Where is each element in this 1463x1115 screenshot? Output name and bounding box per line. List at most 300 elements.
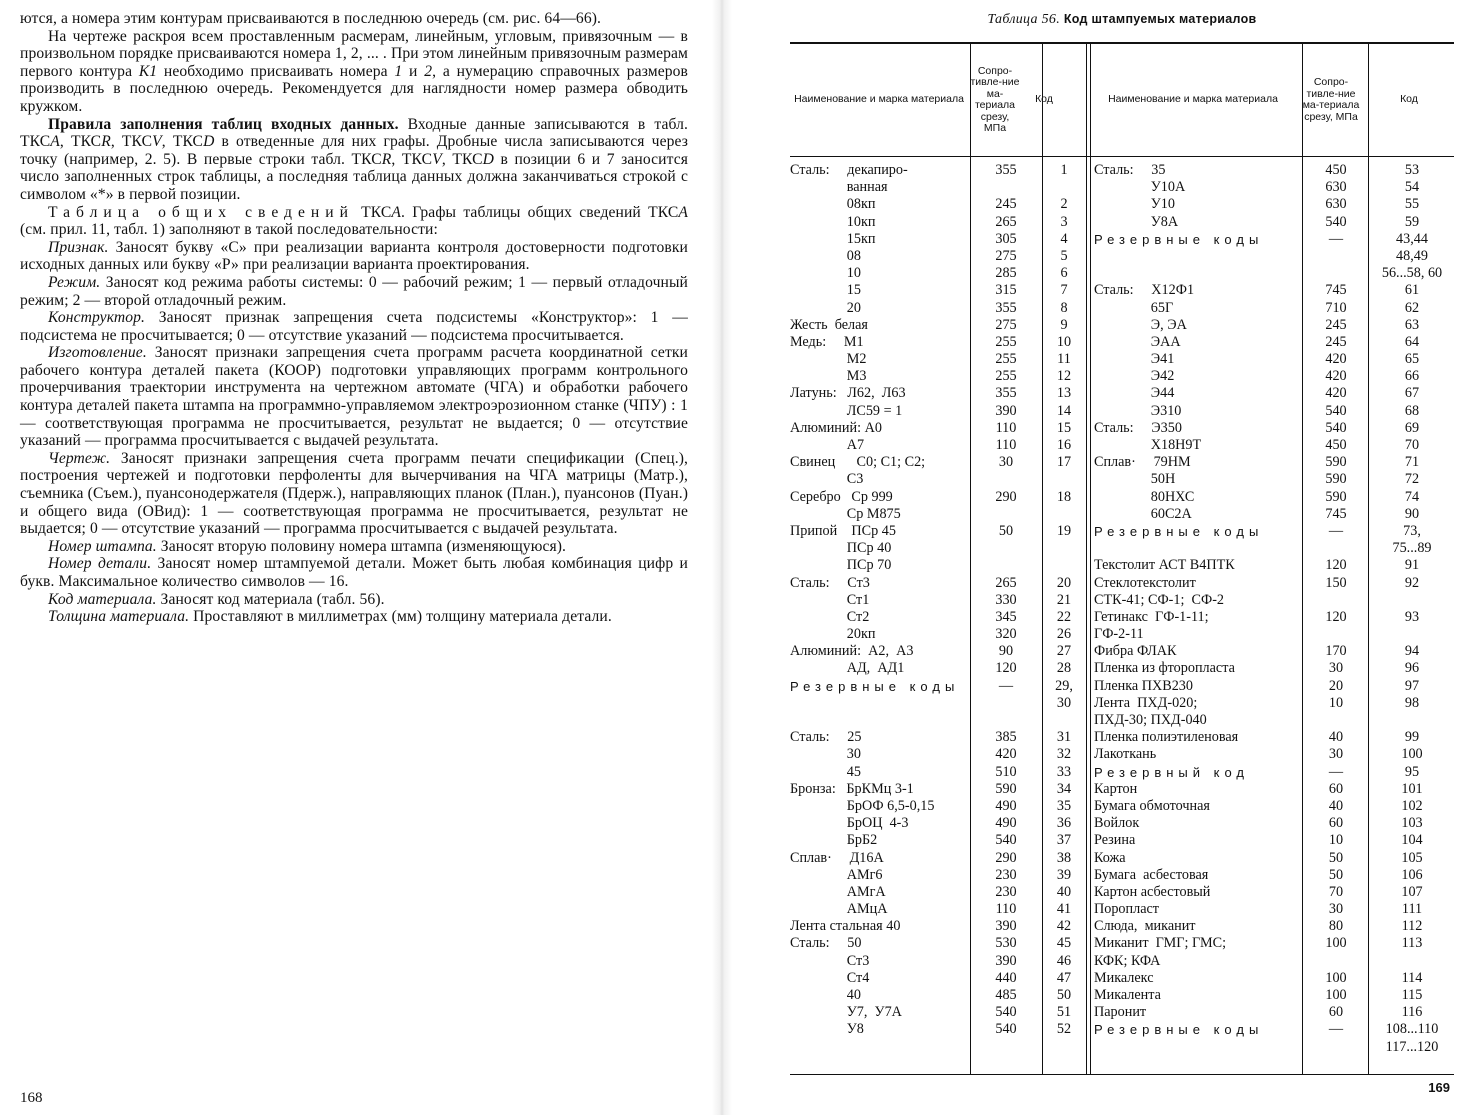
material-name: У8 [790, 1021, 864, 1038]
table-row [1094, 265, 1454, 282]
resistance-value: 485 [995, 987, 1017, 1003]
material-name: 08кп [790, 196, 876, 213]
paragraph: Режим. Заносят код режима работы системы: 0 — рабочий режим; 1 — первый отладочный режим; 2 — второй отладочный режим. [20, 273, 688, 309]
table-row [790, 643, 1086, 660]
material-code: 42 [1056, 918, 1072, 935]
resistance-value: 20 [1328, 677, 1344, 694]
table-row [1094, 764, 1454, 781]
resistance-value: 490 [995, 815, 1017, 832]
table-row [1094, 1004, 1454, 1021]
table-row [790, 179, 1086, 196]
paragraph: Правила заполнения таблиц входных данных. Входные данные записываются в табл. ТКСA, ТКСR, ТКСV, ТКСD в отведенные для них графы. Дробные числа записываются через точку (например, 2. 5). В первые строки табл. ТКСR, ТКСV, ТКСD в позиции 6 и 7 заносится число заполненных строк таблицы, а последняя таблица данных должна заканчиваться строкой с символом «*» в первой позиции. [20, 115, 689, 203]
table-row [790, 592, 1086, 609]
material-code: 105 [1401, 849, 1423, 866]
table-row [790, 987, 1086, 1004]
table-row [1094, 815, 1454, 832]
resistance-value: 420 [1325, 351, 1347, 368]
material-name: Резервные коды [1094, 523, 1264, 539]
table-row [1094, 403, 1454, 420]
spaced-heading: Таблица общих сведений [48, 203, 354, 221]
resistance-value: 450 [1325, 162, 1347, 178]
right-page [790, 8, 1454, 1108]
resistance-value: 745 [1325, 282, 1347, 299]
material-name: КФК; КФА [1094, 952, 1161, 969]
material-name: Лента ПХД-020; [1094, 694, 1198, 711]
material-code: 5 [1060, 247, 1068, 264]
resistance-value: — [1328, 230, 1344, 247]
table-row [790, 231, 1086, 248]
resistance-value: 30 [1328, 660, 1344, 677]
table-row [790, 489, 1086, 506]
table-row [790, 695, 1086, 712]
table-row [1094, 471, 1454, 488]
resistance-value: 540 [1325, 213, 1347, 230]
table-row [1094, 643, 1454, 660]
material-name: 30 [790, 746, 861, 763]
material-code: 32 [1056, 746, 1072, 763]
material-code: 101 [1401, 780, 1423, 797]
material-name: Пленка ПХВ230 [1094, 677, 1193, 694]
material-name: Жесть белая [790, 316, 868, 333]
resistance-value: 345 [995, 608, 1017, 625]
resistance-value: 390 [995, 952, 1017, 969]
table-row [1094, 970, 1454, 987]
table-row [1094, 317, 1454, 334]
material-code: 45 [1056, 935, 1072, 952]
material-code: 36 [1056, 815, 1072, 832]
resistance-value: 100 [1325, 987, 1347, 1003]
material-name: У7, У7А [790, 1004, 902, 1021]
material-code: 95 [1404, 763, 1420, 780]
resistance-value: 60 [1328, 815, 1344, 832]
material-name: БрОЦ 4-3 [790, 815, 909, 832]
table-row [790, 248, 1086, 265]
header-resistance: Сопро-тивле-ние ма-териала срезу, МПа [970, 64, 1020, 134]
resistance-value: 745 [1325, 505, 1347, 522]
table-row [1094, 678, 1454, 695]
resistance-value: 50 [1328, 866, 1344, 883]
material-code: 56...58, 60 [1381, 265, 1443, 282]
resistance-value: 150 [1325, 574, 1347, 591]
material-name: Сталь: 25 [790, 729, 862, 746]
material-code: 73, [1403, 522, 1421, 539]
resistance-value: 265 [995, 213, 1017, 230]
resistance-value: 70 [1328, 883, 1344, 900]
material-code: 103 [1401, 815, 1423, 832]
material-code: 112 [1401, 918, 1423, 935]
table-row [790, 867, 1086, 884]
material-code: 43,44 [1396, 230, 1428, 247]
material-name: Э, ЭА [1094, 316, 1187, 333]
table-row [790, 162, 1086, 179]
resistance-value: — [1328, 522, 1344, 539]
table-row [790, 660, 1086, 677]
resistance-value: 630 [1325, 196, 1347, 213]
material-name: А7 [790, 437, 865, 453]
table-row [1094, 368, 1454, 385]
material-name: Лакоткань [1094, 746, 1157, 763]
material-code: 116 [1401, 1004, 1423, 1021]
table-row [1094, 248, 1454, 265]
material-name: Фибра ФЛАК [1094, 643, 1177, 660]
paragraph: ются, а номера этим контурам присваиваются в последнюю очередь (см. рис. 64—66). [20, 10, 602, 27]
material-name: Ср М875 [790, 505, 901, 522]
material-code: 48,49 [1396, 247, 1428, 264]
resistance-value: 100 [1325, 969, 1347, 986]
table-row [790, 764, 1086, 781]
table-row [790, 351, 1086, 368]
material-code: 75...89 [1392, 540, 1432, 557]
material-code: 51 [1056, 1004, 1072, 1021]
table-row [1094, 1021, 1454, 1038]
material-name: Э42 [1094, 368, 1175, 385]
table-row [790, 575, 1086, 592]
material-code: 70 [1404, 437, 1420, 453]
material-code: 12 [1056, 368, 1072, 385]
table-row [790, 506, 1086, 523]
page-number: 169 [1428, 1080, 1450, 1095]
material-name: Припой ПСр 45 [790, 522, 896, 539]
table-row [1094, 626, 1454, 643]
resistance-value: 590 [1325, 488, 1347, 505]
resistance-value: 305 [995, 230, 1017, 247]
table-row [790, 729, 1086, 746]
table-row [1094, 506, 1454, 523]
material-code: 29, [1055, 677, 1073, 694]
paragraph: Номер детали. Заносят номер штампуемой детали. Может быть любая комбинация цифр и букв. Максимальное количество символов — 16. [20, 555, 688, 590]
material-code: 30 [1056, 694, 1072, 711]
material-name: БрОФ 6,5-0,15 [790, 797, 935, 814]
paragraph: Чертеж. Заносят признаки запрещения счета программ печати спецификации (Спец.), построения чертежей и подготовки перфоленты для вычерчивания на ЧГА матрицы (Матр.), съемника (Съем.), пуансонодержателя (Пдерж.), направляющих планок (План.), пуансонов (Пуан.) и общего вида (ОВид): 1 — соответствующая программа не просчитывается, результат не выдается; 0 — отсутствие указаний — программа просчитывается с выдачей результата. [20, 449, 688, 538]
material-code: 19 [1056, 522, 1072, 539]
material-code: 108...110 [1385, 1021, 1439, 1038]
resistance-value: — [998, 677, 1014, 694]
material-name: БрБ2 [790, 832, 878, 849]
resistance-value: 255 [995, 368, 1017, 385]
material-name: ЭАА [1094, 333, 1181, 350]
material-code: 117...120 [1385, 1038, 1439, 1055]
material-name: 50Н [1094, 471, 1176, 488]
material-name: У8А [1094, 213, 1179, 230]
table-row [790, 850, 1086, 867]
material-name: Слюда, миканит [1094, 918, 1196, 935]
material-name: Сталь: Х12Ф1 [1094, 282, 1195, 299]
table-row [1094, 609, 1454, 626]
material-name: Стеклотекстолит [1094, 574, 1196, 591]
resistance-value: 290 [995, 488, 1017, 505]
material-code: 63 [1404, 316, 1420, 333]
material-name: Сталь: 50 [790, 935, 862, 952]
resistance-value: 170 [1325, 643, 1347, 660]
table-row [790, 746, 1086, 763]
table-row [1094, 454, 1454, 471]
material-code: 99 [1404, 729, 1420, 746]
table-row [1094, 953, 1454, 970]
material-code: 113 [1401, 935, 1423, 952]
material-code: 47 [1056, 969, 1072, 986]
material-name: Поропласт [1094, 901, 1159, 918]
material-code: 18 [1056, 488, 1072, 505]
material-code: 1 [1060, 162, 1068, 178]
material-code: 64 [1404, 333, 1420, 350]
material-name: Миканит ГМГ; ГМС; [1094, 935, 1227, 952]
material-name: 80НХС [1094, 488, 1195, 505]
table-row [1094, 351, 1454, 368]
resistance-value: 450 [1325, 437, 1347, 453]
table-row [1094, 884, 1454, 901]
material-name: Ст2 [790, 608, 870, 625]
material-code: 40 [1056, 883, 1072, 900]
resistance-value: 265 [995, 574, 1017, 591]
material-code: 100 [1401, 746, 1423, 763]
material-name: Алюминий: А0 [790, 419, 882, 436]
material-name: 45 [790, 763, 861, 780]
table-row [790, 953, 1086, 970]
material-name: ЛС59 = 1 [790, 402, 903, 419]
material-name: М2 [790, 351, 867, 368]
material-name: 40 [790, 987, 861, 1003]
resistance-value: 40 [1328, 729, 1344, 746]
table-row [790, 265, 1086, 282]
table-row [1094, 987, 1454, 1004]
resistance-value: 80 [1328, 918, 1344, 935]
table-row [790, 214, 1086, 231]
resistance-value: 290 [995, 849, 1017, 866]
material-code: 31 [1056, 729, 1072, 746]
header-code-2: Код [1400, 93, 1418, 106]
material-name: Сталь: Ст3 [790, 574, 870, 591]
material-name: СТК-41; СФ-1; СФ-2 [1094, 591, 1225, 608]
table-row [1094, 575, 1454, 592]
header-resistance-2: Сопро-тивле-ние ма-териала срезу, МПа [1302, 76, 1360, 123]
material-code: 66 [1404, 368, 1420, 385]
material-name: Э310 [1094, 402, 1182, 419]
material-code: 52 [1056, 1021, 1072, 1038]
resistance-value: 320 [995, 626, 1017, 643]
material-name: Гетинакс ГФ-1-11; [1094, 608, 1209, 625]
resistance-value: 390 [995, 918, 1017, 935]
resistance-value: 440 [995, 969, 1017, 986]
table-row [790, 970, 1086, 987]
material-name: Э44 [1094, 385, 1175, 402]
material-code: 39 [1056, 866, 1072, 883]
material-code: 54 [1404, 179, 1420, 196]
material-code: 55 [1404, 196, 1420, 213]
resistance-value: 540 [995, 832, 1017, 849]
material-code: 96 [1404, 660, 1420, 677]
table-row [1094, 850, 1454, 867]
resistance-value: 590 [995, 780, 1017, 797]
page-number: 168 [20, 1090, 43, 1106]
table-row [1094, 660, 1454, 677]
material-name: Медь: М1 [790, 333, 864, 350]
material-name: АМг6 [790, 866, 883, 883]
table-row [790, 540, 1086, 557]
table-row [790, 334, 1086, 351]
table-row [1094, 729, 1454, 746]
table-row [790, 609, 1086, 626]
material-name: 20кп [790, 626, 876, 643]
material-name: Бронза: БрКМц 3-1 [790, 780, 914, 797]
resistance-value: 230 [995, 883, 1017, 900]
material-code: 37 [1056, 832, 1072, 849]
paragraph: Таблица общих сведений ТКСA. Графы таблицы общих сведений ТКСA (см. прил. 11, табл. 1) заполняют в такой последовательности: [20, 203, 688, 239]
resistance-value: 255 [995, 351, 1017, 368]
table-row [790, 712, 1086, 729]
material-code: 17 [1056, 454, 1072, 471]
material-code: 50 [1056, 987, 1072, 1003]
table-row [1094, 162, 1454, 179]
table-row [1094, 781, 1454, 798]
table-row [790, 815, 1086, 832]
material-name: 60С2А [1094, 505, 1192, 522]
material-code: 72 [1404, 471, 1420, 488]
resistance-value: — [1328, 763, 1344, 780]
resistance-value: 540 [1325, 402, 1347, 419]
table-row [790, 454, 1086, 471]
material-code: 2 [1060, 196, 1068, 213]
material-code: 28 [1056, 660, 1072, 677]
material-code: 111 [1401, 901, 1423, 918]
table-row [790, 317, 1086, 334]
material-name: ванная [790, 179, 888, 196]
material-code: 35 [1056, 797, 1072, 814]
table-body [790, 162, 1454, 1074]
table-row [1094, 420, 1454, 437]
material-name: Пленка из фторопласта [1094, 660, 1235, 677]
material-name: У10 [1094, 196, 1175, 213]
material-name: Резервный код [1094, 764, 1249, 780]
resistance-value: 490 [995, 797, 1017, 814]
material-name: Войлок [1094, 815, 1140, 832]
resistance-value: 50 [998, 522, 1014, 539]
table-row [790, 935, 1086, 952]
resistance-value: 245 [1325, 333, 1347, 350]
resistance-value: 390 [995, 402, 1017, 419]
material-name: ГФ-2-11 [1094, 626, 1144, 643]
resistance-value: — [1328, 1021, 1344, 1038]
resistance-value: 385 [995, 729, 1017, 746]
table-row [1094, 385, 1454, 402]
table-row [1094, 712, 1454, 729]
paragraph: Код материала. Заносят код материала (табл. 56). [48, 590, 385, 608]
material-name: Лента стальная 40 [790, 918, 901, 935]
material-name: ПСр 70 [790, 557, 892, 574]
material-name: Х18Н9Т [1094, 437, 1202, 453]
paragraph: Изготовление. Заносят признаки запрещения счета программ расчета координатной сетки рабочего контура деталей пакета (КООР) подготовки управляющих программ контрольного прочерчивания траектории инструмента на чертежном автомате (ЧГА) и обработки рабочего контура деталей пакета штампа на программно-управляемом электроэрозионном станке (ЧПУ) : 1 — соответствующая программа не просчитывается, результат не выдается; 0 — отсутствие указаний — программа просчитывается с выдачей результата. [20, 344, 688, 450]
resistance-value: 275 [995, 316, 1017, 333]
resistance-value: 255 [995, 333, 1017, 350]
material-name: У10А [1094, 179, 1186, 196]
material-code: 27 [1056, 643, 1072, 660]
table-row [790, 300, 1086, 317]
resistance-value: 315 [995, 282, 1017, 299]
resistance-value: 230 [995, 866, 1017, 883]
material-name: Микалекс [1094, 969, 1154, 986]
material-name: 20 [790, 299, 861, 316]
material-name: Кожа [1094, 849, 1126, 866]
material-code: 33 [1056, 763, 1072, 780]
material-name: Сталь: декапиро- [790, 162, 908, 178]
material-code: 65 [1404, 351, 1420, 368]
material-code: 16 [1056, 437, 1072, 453]
left-page [20, 10, 688, 1110]
material-name: Сталь: 35 [1094, 162, 1166, 178]
material-name: Резервные коды [790, 678, 960, 694]
material-code: 94 [1404, 643, 1420, 660]
resistance-value: 110 [995, 901, 1017, 918]
table-row [1094, 592, 1454, 609]
resistance-value: 630 [1325, 179, 1347, 196]
table-row [790, 523, 1086, 540]
material-code: 34 [1056, 780, 1072, 797]
material-code: 102 [1401, 797, 1423, 814]
resistance-value: 540 [995, 1004, 1017, 1021]
resistance-value: 540 [1325, 419, 1347, 436]
material-code: 71 [1404, 454, 1420, 471]
resistance-value: 420 [995, 746, 1017, 763]
material-code: 15 [1056, 419, 1072, 436]
material-name: Алюминий: А2, А3 [790, 643, 914, 660]
table-row [790, 884, 1086, 901]
table-row [790, 918, 1086, 935]
material-name: Картон [1094, 780, 1138, 797]
material-code: 97 [1404, 677, 1420, 694]
material-name: 08 [790, 247, 861, 264]
material-code: 22 [1056, 608, 1072, 625]
material-code: 14 [1056, 402, 1072, 419]
material-name: Свинец С0; С1; С2; [790, 454, 926, 471]
material-code: 114 [1401, 969, 1423, 986]
table-row [1094, 867, 1454, 884]
resistance-value: 710 [1325, 299, 1347, 316]
material-name: Сплав· Д16А [790, 849, 884, 866]
table-row [790, 437, 1086, 454]
table-row [1094, 334, 1454, 351]
table-row [1094, 695, 1454, 712]
resistance-value: 120 [1325, 557, 1347, 574]
table-row [1094, 935, 1454, 952]
table-row [1094, 557, 1454, 574]
table-row [790, 781, 1086, 798]
resistance-value: 10 [1328, 694, 1344, 711]
table-row [1094, 282, 1454, 299]
resistance-value: 10 [1328, 832, 1344, 849]
material-code: 115 [1401, 987, 1423, 1003]
table-row [1094, 214, 1454, 231]
material-code: 62 [1404, 299, 1420, 316]
material-name: Латунь: Л62, Л63 [790, 385, 906, 402]
resistance-value: 590 [1325, 454, 1347, 471]
resistance-value: 30 [998, 454, 1014, 471]
material-code: 107 [1401, 883, 1423, 900]
table-row [790, 471, 1086, 488]
paragraph: Конструктор. Заносят признак запрещения счета подсистемы «Конструктор»: 1 — подсистема не просчитывается; 0 — отсутствие указаний — подсистема просчитывается. [20, 309, 688, 344]
table-caption: Таблица 56. Код штампуемых материалов [987, 12, 1257, 27]
material-name: АМгА [790, 883, 886, 900]
material-name: Сплав· 79НМ [1094, 454, 1191, 471]
resistance-value: 540 [995, 1021, 1017, 1038]
table-row [1094, 798, 1454, 815]
resistance-value: 120 [995, 660, 1017, 677]
table-row [790, 1004, 1086, 1021]
material-name: М3 [790, 368, 867, 385]
material-code: 7 [1060, 282, 1068, 299]
resistance-value: 275 [995, 247, 1017, 264]
material-code: 98 [1404, 694, 1420, 711]
resistance-value: 40 [1328, 797, 1344, 814]
material-name: 10кп [790, 213, 876, 230]
